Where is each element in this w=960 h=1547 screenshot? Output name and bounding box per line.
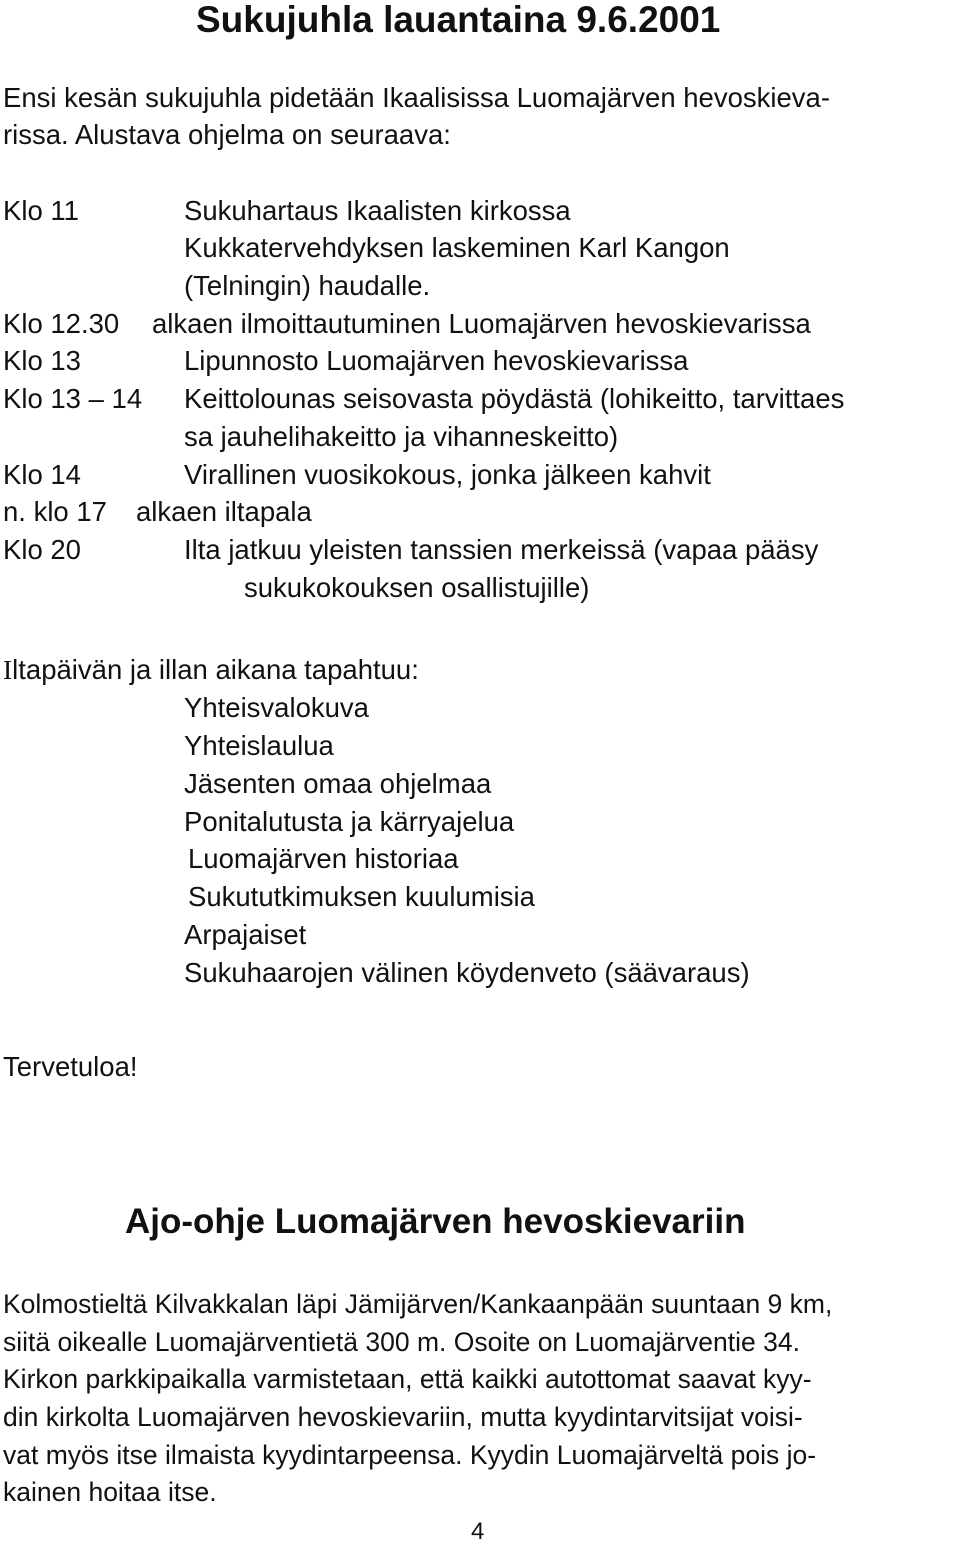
schedule-text: Ilta jatkuu yleisten tanssien merkeissä (vapaa pääsy [184, 534, 819, 565]
schedule-text: Virallinen vuosikokous, jonka jälkeen kahvit [184, 459, 711, 490]
directions-line: vat myös itse ilmaista kyydintarpeensa. Kyydin Luomajärveltä pois jo- [3, 1440, 817, 1470]
directions-line: Kolmostieltä Kilvakkalan läpi Jämijärven/Kankaanpään suuntaan 9 km, [3, 1289, 833, 1319]
schedule-time: Klo 14 [3, 459, 81, 490]
schedule-time: Klo 13 [3, 345, 81, 376]
schedule-text-continued: sukukokouksen osallistujille) [244, 572, 590, 603]
schedule-text-continued: (Telningin) haudalle. [184, 270, 431, 301]
activity-item: Yhteislaulua [184, 730, 334, 761]
schedule-text-continued: sa jauhelihakeitto ja vihanneskeitto) [184, 421, 619, 452]
intro-line-2: rissa. Alustava ohjelma on seuraava: [3, 119, 451, 150]
directions-title: Ajo-ohje Luomajärven hevoskievariin [125, 1202, 746, 1241]
schedule-time: Klo 20 [3, 534, 81, 565]
directions-line: siitä oikealle Luomajärventietä 300 m. Osoite on Luomajärventie 34. [3, 1327, 800, 1357]
schedule-text: Lipunnosto Luomajärven hevoskievarissa [184, 345, 689, 376]
directions-line: kainen hoitaa itse. [3, 1477, 217, 1507]
schedule-text: Keittolounas seisovasta pöydästä (lohikeitto, tarvittaes [184, 383, 845, 414]
activities-heading-initial: I [3, 654, 13, 685]
page-number: 4 [471, 1518, 485, 1545]
activity-item: Ponitalutusta ja kärryajelua [184, 806, 515, 837]
activity-item: Yhteisvalokuva [184, 692, 369, 723]
activity-item: Sukututkimuksen kuulumisia [188, 881, 535, 912]
schedule-time: Klo 11 [3, 195, 79, 226]
page-title: Sukujuhla lauantaina 9.6.2001 [196, 0, 721, 40]
schedule-text: Sukuhartaus Ikaalisten kirkossa [184, 195, 571, 226]
schedule-time: Klo 13 – 14 [3, 383, 143, 414]
directions-line: Kirkon parkkipaikalla varmistetaan, että kaikki autottomat saavat kyy- [3, 1364, 812, 1394]
schedule-text: alkaen ilmoittautuminen Luomajärven hevoskievarissa [152, 308, 811, 339]
intro-line-1: Ensi kesän sukujuhla pidetään Ikaalisissa Luomajärven hevoskieva- [3, 82, 831, 113]
welcome-text: Tervetuloa! [3, 1051, 138, 1082]
activities-heading [3, 654, 419, 686]
activities-heading-rest: ltapäivän ja illan aikana tapahtuu: [12, 654, 419, 685]
directions-line: din kirkolta Luomajärven hevoskievariin, mutta kyydintarvitsijat voisi- [3, 1402, 803, 1432]
schedule-time: Klo 12.30 [3, 308, 120, 339]
activity-item: Sukuhaarojen välinen köydenveto (säävaraus) [184, 957, 750, 988]
activity-item: Jäsenten omaa ohjelmaa [184, 768, 492, 799]
schedule-text-continued: Kukkatervehdyksen laskeminen Karl Kangon [184, 232, 730, 263]
schedule-text: alkaen iltapala [136, 496, 312, 527]
activity-item: Luomajärven historiaa [188, 843, 459, 874]
schedule-time: n. klo 17 [3, 496, 107, 527]
activity-item: Arpajaiset [184, 919, 307, 950]
